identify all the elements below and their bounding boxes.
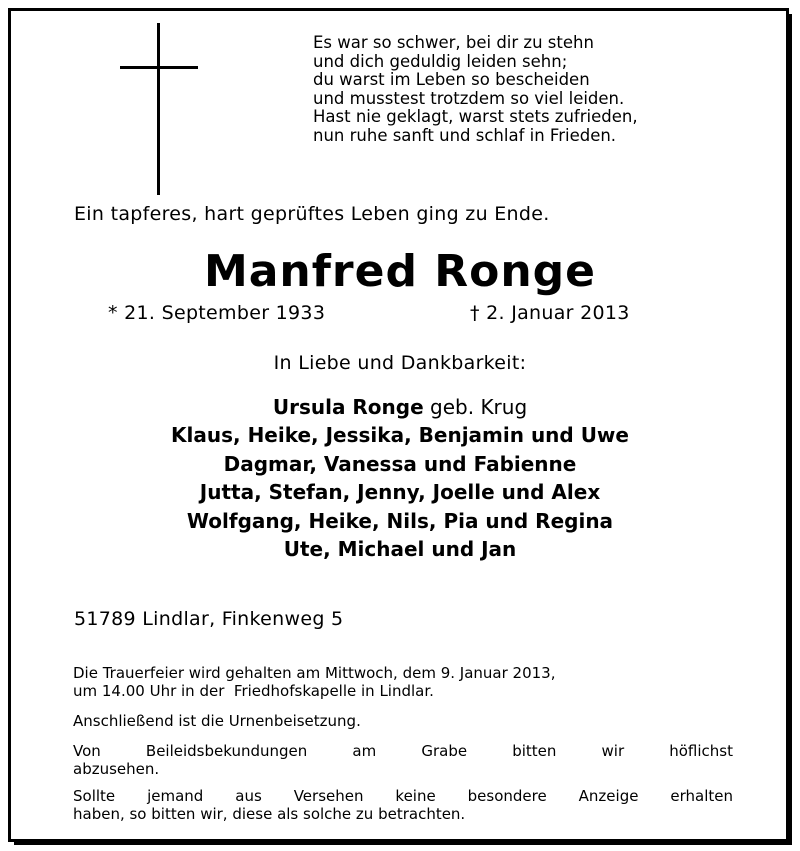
family-line: Klaus, Heike, Jessika, Benjamin und Uwe [171, 423, 629, 448]
family-first-name: Ursula Ronge [272, 395, 424, 419]
death-date: † 2. Januar 2013 [470, 302, 630, 324]
oversight-notice-line: haben, so bitten wir, diese als solche zu betrachten. [73, 805, 466, 823]
poem-line: Hast nie geklagt, warst stets zufrieden, [313, 107, 638, 127]
poem-line: Es war so schwer, bei dir zu stehn [313, 33, 594, 52]
funeral-notice [73, 664, 733, 700]
funeral-notice-line: Die Trauerfeier wird gehalten am Mittwoch, dem 9. Januar 2013, [73, 664, 556, 682]
poem-line: nun ruhe sanft und schlaf in Frieden. [313, 125, 617, 145]
condolence-notice-line: abzusehen. [73, 760, 160, 778]
cross-vertical-bar [157, 23, 160, 195]
address: 51789 Lindlar, Finkenweg 5 [74, 608, 344, 630]
urn-notice [73, 712, 733, 730]
gratitude-heading: In Liebe und Dankbarkeit: [273, 352, 527, 374]
poem-line: und musstest trotzdem so viel leiden. [313, 88, 625, 108]
poem-line: du warst im Leben so bescheiden [313, 70, 590, 90]
funeral-notice-line: um 14.00 Uhr in der Friedhofskapelle in Lindlar. [73, 682, 434, 700]
condolence-notice [73, 742, 733, 778]
oversight-notice [73, 787, 733, 823]
poem [313, 34, 638, 146]
cross-horizontal-bar [120, 66, 198, 69]
family-first-suffix: geb. Krug [423, 395, 528, 419]
birth-date: * 21. September 1933 [108, 302, 326, 324]
deceased-name: Manfred Ronge [203, 246, 597, 297]
intro-text: Ein tapferes, hart geprüftes Leben ging zu Ende. [74, 203, 550, 225]
family-line: Jutta, Stefan, Jenny, Joelle und Alex [199, 480, 601, 505]
family-line: Dagmar, Vanessa und Fabienne [223, 451, 577, 476]
frame-shadow-bottom [14, 839, 792, 845]
family-line: Wolfgang, Heike, Nils, Pia und Regina [186, 508, 614, 533]
poem-line: und dich geduldig leiden sehn; [313, 51, 568, 71]
family-line-first [0, 393, 800, 421]
family-list [0, 393, 800, 563]
urn-notice-line: Anschließend ist die Urnenbeisetzung. [73, 712, 361, 730]
condolence-notice-line: Von Beileidsbekundungen am Grabe bitten wir höflichst [73, 742, 733, 760]
oversight-notice-line: Sollte jemand aus Versehen keine besondere Anzeige erhalten [73, 787, 733, 805]
family-line: Ute, Michael und Jan [283, 537, 517, 562]
